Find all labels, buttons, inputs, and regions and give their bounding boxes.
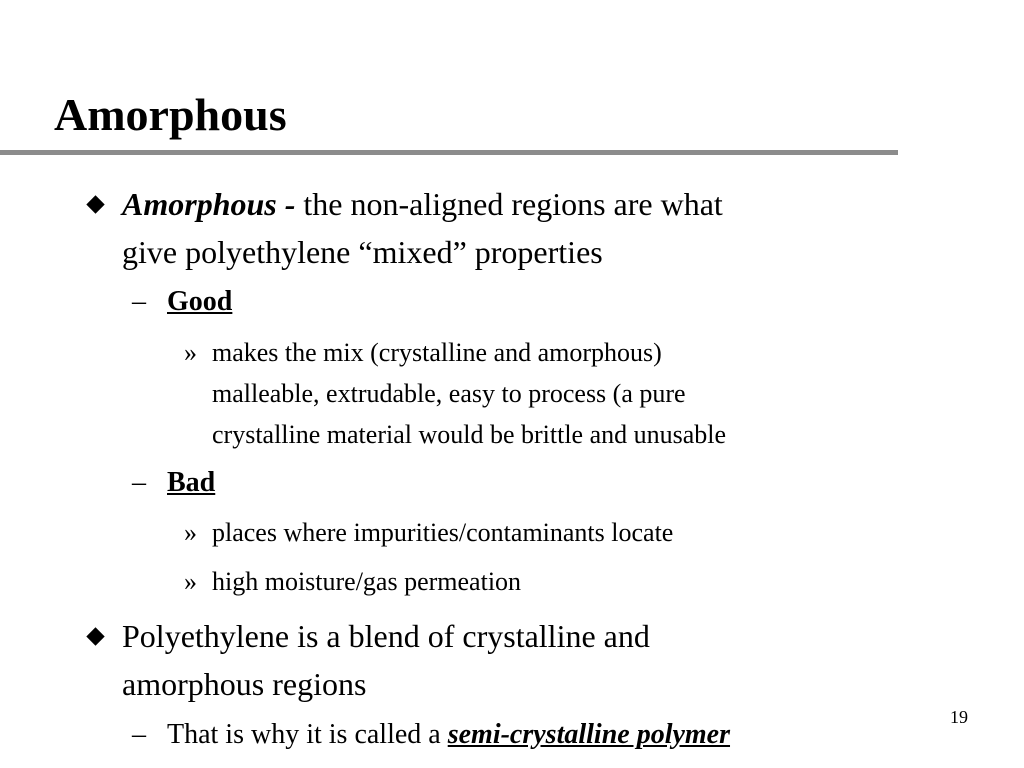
page-number: 19	[950, 707, 968, 727]
bullet-term: Amorphous -	[122, 186, 296, 222]
bullet2-line2: amorphous regions	[122, 666, 367, 702]
sub-bullet-semicrystalline	[132, 718, 731, 752]
bad-label: Bad	[167, 467, 216, 498]
good-item-line2: malleable, extrudable, easy to process (a pure	[212, 379, 686, 408]
title-divider	[0, 150, 898, 155]
bad-item-2-text: high moisture/gas permeation	[212, 567, 522, 596]
bullet-polyethylene	[122, 612, 650, 660]
raquo-bullet-icon: »	[184, 567, 197, 596]
bullet-text-line1: the non-aligned regions are what	[295, 186, 723, 222]
slide-title: Amorphous	[54, 89, 287, 140]
bullet-amorphous	[122, 180, 723, 228]
raquo-bullet-icon: »	[184, 518, 197, 547]
diamond-bullet-icon	[86, 195, 104, 213]
sub3-text: That is why it is called a	[167, 719, 448, 750]
raquo-bullet-icon: »	[184, 338, 197, 367]
good-item-line1: makes the mix (crystalline and amorphous)	[212, 338, 662, 367]
sub3-emphasis: semi-crystalline polymer	[447, 719, 731, 750]
bullet2-line1: Polyethylene is a blend of crystalline and	[122, 618, 650, 654]
bad-item-2	[184, 561, 522, 602]
sub-bullet-bad	[132, 466, 216, 500]
good-item	[184, 332, 662, 373]
good-label: Good	[167, 286, 233, 317]
bullet-text-line2: give polyethylene “mixed” properties	[122, 234, 603, 270]
dash-bullet-icon: –	[132, 719, 146, 750]
sub-bullet-good	[132, 285, 233, 319]
dash-bullet-icon: –	[132, 467, 146, 498]
diamond-bullet-icon	[86, 627, 104, 645]
dash-bullet-icon: –	[132, 286, 146, 317]
good-item-line3: crystalline material would be brittle and unusable	[212, 420, 727, 449]
bad-item-1	[184, 512, 674, 553]
bad-item-1-text: places where impurities/contaminants locate	[212, 518, 674, 547]
